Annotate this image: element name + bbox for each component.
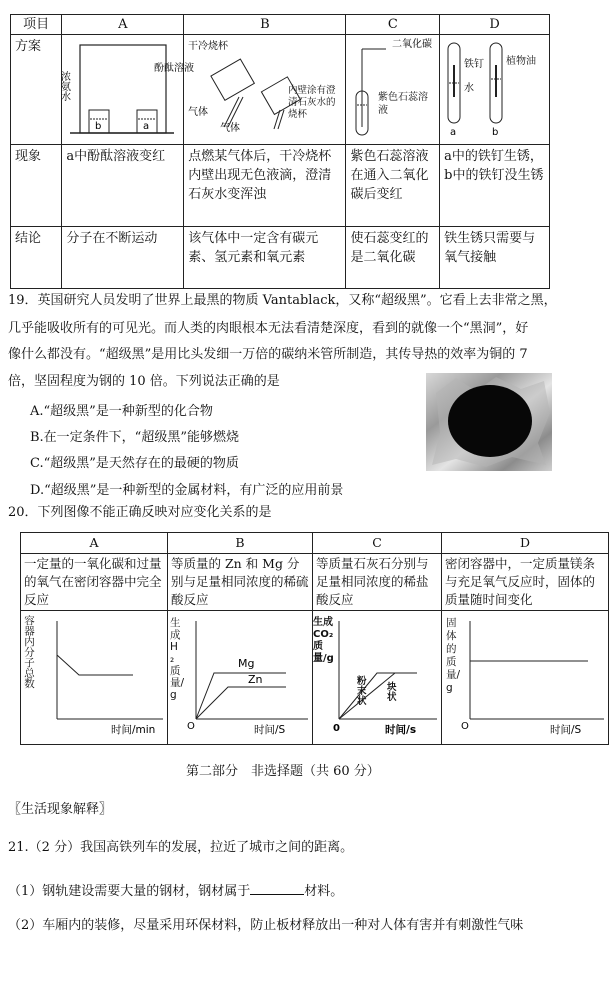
row-label-phenomenon: 现象 <box>11 145 62 227</box>
label-litmus: 紫色石蕊溶液 <box>378 92 429 116</box>
q20-graph-a-cell <box>21 611 168 745</box>
diagram-a-cell <box>58 35 195 145</box>
q21-answer-blank[interactable] <box>250 882 304 895</box>
label-dry-beaker: 干冷烧杯 <box>188 41 229 52</box>
q20-desc-c: 等质量石灰石分别与足量相同浓度的稀盐酸反应 <box>313 554 442 611</box>
row-label-conclusion: 结论 <box>11 227 62 289</box>
q18-table <box>10 14 550 289</box>
graph-d-xlabel: 时间/S <box>550 724 582 736</box>
graph-d <box>442 611 608 739</box>
label-lime-beaker: 内壁涂有澄清石灰水的烧杯 <box>288 85 336 120</box>
q19-line-4: 倍，坚固程度为钢的 10 倍。下列说法正确的是 <box>8 374 280 389</box>
q20-header-a: A <box>21 533 168 554</box>
q19-line-1: 19．英国研究人员发明了世界上最黑的物质 Vantablack，又称“超级黑”。它看上去非常之黑， <box>8 293 557 308</box>
graph-c-ylabel: 生成CO₂质量/g <box>313 617 334 664</box>
q20-header-c: C <box>313 533 442 554</box>
graph-a-xlabel: 时间/min <box>111 724 156 736</box>
label-gas-2: 气体 <box>220 123 241 134</box>
phenomenon-b: 点燃某气体后，干冷烧杯内壁出现无色液滴，澄清石灰水变浑浊 <box>184 145 346 227</box>
label-gas-1: 气体 <box>188 107 209 118</box>
section-title: 〖生活现象解释〗 <box>8 802 113 817</box>
diagram-b-cell <box>184 35 346 145</box>
graph-c-origin: 0 <box>333 723 340 734</box>
header-b: B <box>184 15 346 35</box>
graph-a <box>21 611 167 739</box>
graph-c-line-powder <box>339 673 417 719</box>
q21-sub2: （2）车厢内的装修，尽量采用环保材料，防止板材释放出一种对人体有害并有刺激性气味 <box>8 918 524 933</box>
graph-a-ylabel: 容器内分子总数 <box>23 615 35 689</box>
row-label-scheme: 方案 <box>11 35 62 145</box>
vantablack-photo <box>426 373 552 471</box>
phenomenon-a: a中酚酞溶液变红 <box>62 145 184 227</box>
q20-graph-d-cell <box>442 611 609 745</box>
graph-b-line-zn <box>196 687 286 719</box>
graph-b <box>168 611 312 739</box>
conclusion-b: 该气体中一定含有碳元素、氢元素和氧元素 <box>184 227 346 289</box>
diagram-c <box>346 35 438 138</box>
bell-jar <box>80 45 166 133</box>
diagram-a <box>58 35 195 138</box>
graph-a-line <box>57 655 133 675</box>
q20-graph-b-cell <box>168 611 313 745</box>
header-a: A <box>62 15 184 35</box>
q20-desc-a: 一定量的一氧化碳和过量的氧气在密闭容器中完全反应 <box>21 554 168 611</box>
label-phenolphthalein: 酚酞溶液 <box>154 63 195 74</box>
graph-b-line-mg <box>196 673 286 719</box>
q21-sub1 <box>8 880 343 899</box>
q20-graph-c-cell <box>313 611 442 745</box>
label-a: a <box>143 121 150 132</box>
graph-d-ylabel: 固体的质量/g <box>446 617 461 694</box>
q20-stem: 20．下列图像不能正确反映对应变化关系的是 <box>8 505 272 520</box>
graph-c-xlabel: 时间/s <box>385 724 417 736</box>
phenomenon-d: a中的铁钉生锈，b中的铁钉没生锈 <box>440 145 550 227</box>
q20-table <box>20 532 609 745</box>
graph-b-xlabel: 时间/S <box>254 724 286 736</box>
header-item: 项目 <box>11 15 62 35</box>
q19-option-a[interactable]: A.“超级黑”是一种新型的化合物 <box>30 404 213 419</box>
graph-b-series-zn: Zn <box>248 673 263 686</box>
q21-sub1-after: 材料。 <box>304 884 344 899</box>
q19-line-2: 几乎能吸收所有的可见光。而人类的肉眼根本无法看清楚深度，看到的就像一个“黑洞”，好 <box>8 321 529 336</box>
q19-option-c[interactable]: C.“超级黑”是天然存在的最硬的物质 <box>30 456 239 471</box>
graph-c-series-block: 块状 <box>387 682 397 703</box>
graph-c-series-powder: 粉末状 <box>357 676 367 707</box>
conclusion-c: 使石蕊变红的是二氧化碳 <box>346 227 440 289</box>
diagram-b <box>184 35 344 138</box>
label-iron-nail: 铁钉 <box>464 59 485 70</box>
q20-header-b: B <box>168 533 313 554</box>
q20-header-d: D <box>442 533 609 554</box>
label-tube-b: b <box>492 127 499 138</box>
graph-b-ylabel: 生成H₂质量/g <box>170 617 185 701</box>
graph-c <box>313 611 441 739</box>
conclusion-d: 铁生锈只需要与氧气接触 <box>440 227 550 289</box>
diagram-c-cell <box>346 35 440 145</box>
q19-line-3: 像什么都没有。“超级黑”是用比头发细一万倍的碳纳米管所制造，其传导热的效率为铜的 7 <box>8 347 528 362</box>
conclusion-a: 分子在不断运动 <box>62 227 184 289</box>
label-ammonia: 浓氨水 <box>58 71 70 101</box>
part2-title: 第二部分 非选择题（共 60 分） <box>186 764 380 779</box>
label-oil: 植物油 <box>506 56 537 67</box>
diagram-d <box>440 35 548 138</box>
q19-option-b[interactable]: B.在一定条件下，“超级黑”能够燃烧 <box>30 430 239 445</box>
graph-d-origin: O <box>461 721 469 732</box>
header-c: C <box>346 15 440 35</box>
label-tube-a: a <box>450 127 457 138</box>
header-d: D <box>440 15 550 35</box>
graph-b-origin: O <box>187 721 195 732</box>
phenomenon-c: 紫色石蕊溶液在通入二氧化碳后变红 <box>346 145 440 227</box>
q20-desc-d: 密闭容器中，一定质量镁条与充足氧气反应时，固体的质量随时间变化 <box>442 554 609 611</box>
label-b: b <box>95 121 102 132</box>
q19-option-d[interactable]: D.“超级黑”是一种新型的金属材料，有广泛的应用前景 <box>30 483 344 498</box>
q20-desc-b: 等质量的 Zn 和 Mg 分别与足量相同浓度的稀硫酸反应 <box>168 554 313 611</box>
label-water: 水 <box>464 83 475 94</box>
q21-sub1-before: （1）钢轨建设需要大量的钢材，钢材属于 <box>8 884 251 899</box>
q21-stem: 21.（2 分）我国高铁列车的发展，拉近了城市之间的距离。 <box>8 840 354 855</box>
diagram-d-cell <box>440 35 550 145</box>
graph-b-series-mg: Mg <box>238 657 255 670</box>
label-co2: 二氧化碳 <box>392 39 433 50</box>
